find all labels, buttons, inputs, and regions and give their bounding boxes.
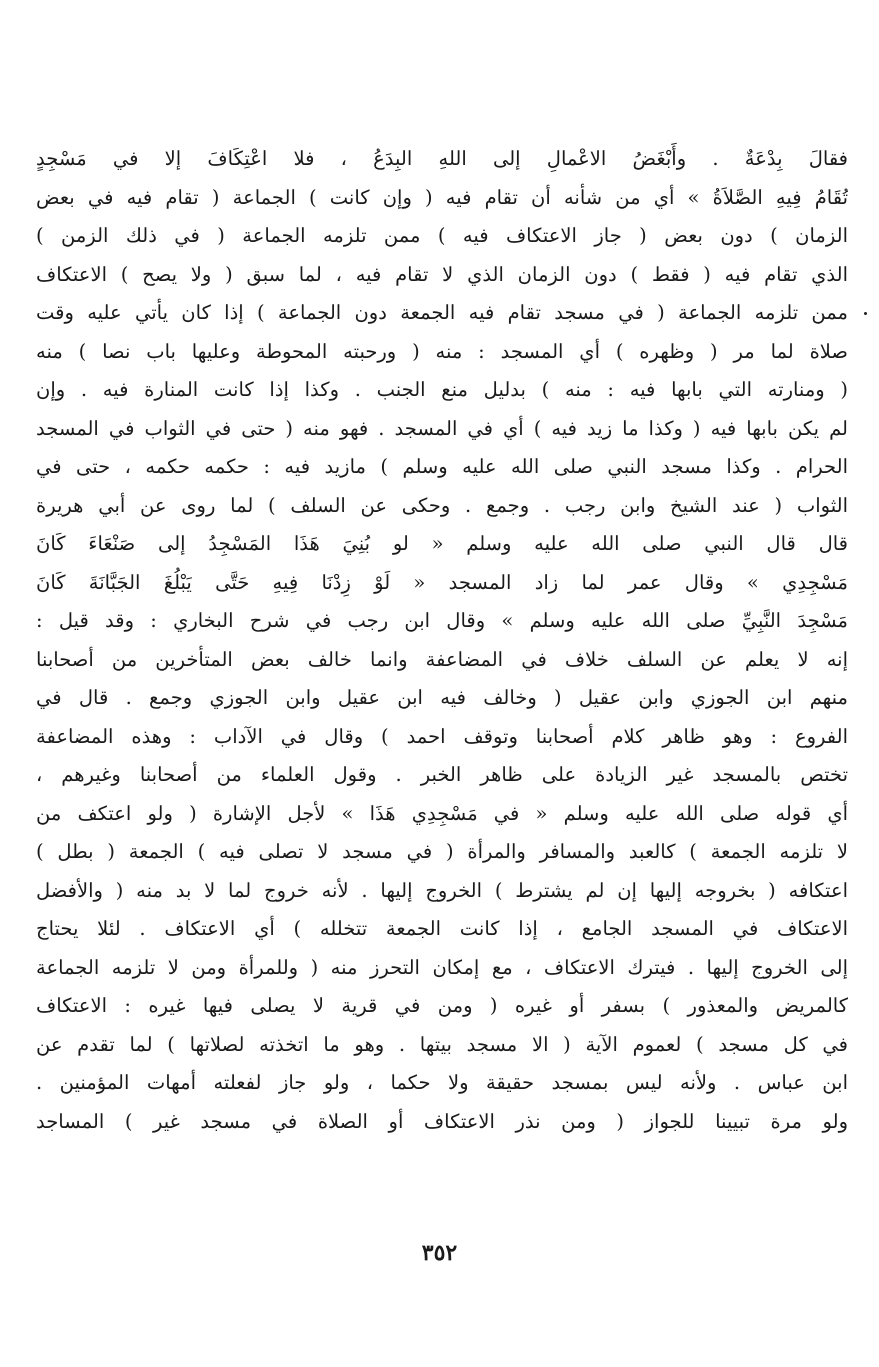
text-line: الاعتكاف في المسجد الجامع ، إذا كانت الجمعة تتخلله ) أي الاعتكاف . لئلا يحتاج [36,917,848,940]
text-line: اعتكافه ( بخروجه إليها إن لم يشترط ) الخروج إليها . لأنه خروج لما لا بد منه ( والأفضل [36,878,848,902]
text-line: صلاة لما مر ( وظهره ) أي المسجد : منه ( ورحبته المحوطة وعليها باب نصا ) منه [36,339,848,363]
text-line: منهم ابن الجوزي وابن عقيل ( وخالف فيه ابن عقيل وابن الجوزي وجمع . قال في [36,686,848,709]
text-line: الحرام . وكذا مسجد النبي صلى الله عليه وسلم ) مازيد فيه : حكمه حكمه ، حتى في [36,455,848,478]
text-line: تختص بالمسجد غير الزيادة على ظاهر الخبر . وقول العلماء من أصحابنا وغيرهم ، [36,763,848,786]
text-line: ابن عباس . ولأنه ليس بمسجد حقيقة ولا حكما ، ولو جاز لفعلته أمهات المؤمنين . [36,1071,848,1094]
text-line: الثواب ( عند الشيخ وابن رجب . وجمع . وحكى عن السلف ) لما روى عن أبي هريرة [36,493,848,517]
text-line: ولو مرة تبيينا للجواز ( ومن نذر الاعتكاف أو الصلاة في مسجد غير ) المساجد [36,1109,848,1133]
text-line: في كل مسجد ) لعموم الآية ( الا مسجد بيتها . وهو ما اتخذته لصلاتها ) لما تقدم عن [36,1032,848,1056]
text-line: ( ومنارته التي بابها فيه : منه ) بدليل منع الجنب . وكذا إذا كانت المنارة فيه . وإن [36,378,848,401]
text-line: مَسْجِدَ النَّبِيِّ صلى الله عليه وسلم » وقال ابن رجب في شرح البخاري : وقد قيل : [36,609,848,632]
text-line: ممن تلزمه الجماعة ( في مسجد تقام فيه الجمعة دون الجماعة ) إذا كان يأتي عليه وقت [36,301,848,324]
text-line: الفروع : وهو ظاهر كلام أصحابنا وتوقف احمد ) وقال في الآداب : وهذه المضاعفة [36,724,848,748]
text-line: أي قوله صلى الله عليه وسلم « في مَسْجِدِي هَذَا » لأجل الإشارة ( ولو اعتكف من [36,801,848,825]
text-line: قال قال النبي صلى الله عليه وسلم « لو بُنِيَ هَذَا المَسْجِدُ إلى صَنْعَاءَ كَانَ [36,532,848,555]
text-line: فقالَ بِدْعَةٌ . وأَبْغَضُ الاعْمالِ إلى اللهِ البِدَعُ ، فلا اعْتِكَافَ إلا في مَسْجِدٍ [36,147,848,170]
text-line: لا تلزمه الجمعة ) كالعبد والمسافر والمرأة ( في مسجد لا تصلى فيه ) الجمعة ( بطل ) [36,840,848,863]
page-number: ٣٥٢ [421,1240,458,1266]
text-line: مَسْجِدِي » وقال عمر لما زاد المسجد « لَوْ زِدْنَا فِيهِ حَتَّى يَبْلُغَ الجَبَّانَةَ كَانَ [36,570,848,594]
text-line: إلى الخروج إليها . فيترك الاعتكاف ، مع إمكان التحرز منه ( وللمرأة ومن لا تلزمه الجماعة [36,955,848,979]
text-line: إنه لا يعلم عن السلف خلاف في المضاعفة وانما خالف بعض المتأخرين من أصحابنا [36,647,848,671]
body-text [36,140,848,1141]
text-line: الذي تقام فيه ( فقط ) دون الزمان الذي لا تقام فيه ، لما سبق ( ولا يصح ) الاعتكاف [36,262,848,286]
text-line: لم يكن بابها فيه ( وكذا ما زيد فيه ) أي في المسجد . فهو منه ( حتى في الثواب في المسجد [36,416,848,440]
text-line: كالمريض والمعذور ) بسفر أو غيره ( ومن في قرية لا يصلى فيها غيره : الاعتكاف [36,994,848,1017]
text-line: الزمان ) دون بعض ( جاز الاعتكاف فيه ) ممن تلزمه الجماعة ( في ذلك الزمن ) [36,224,848,247]
margin-dot [864,312,867,315]
text-line: تُقَامُ فِيهِ الصَّلاَةُ » أي من شأنه أن تقام فيه ( وإن كانت ) الجماعة ( تقام فيه في بعض [36,185,848,209]
